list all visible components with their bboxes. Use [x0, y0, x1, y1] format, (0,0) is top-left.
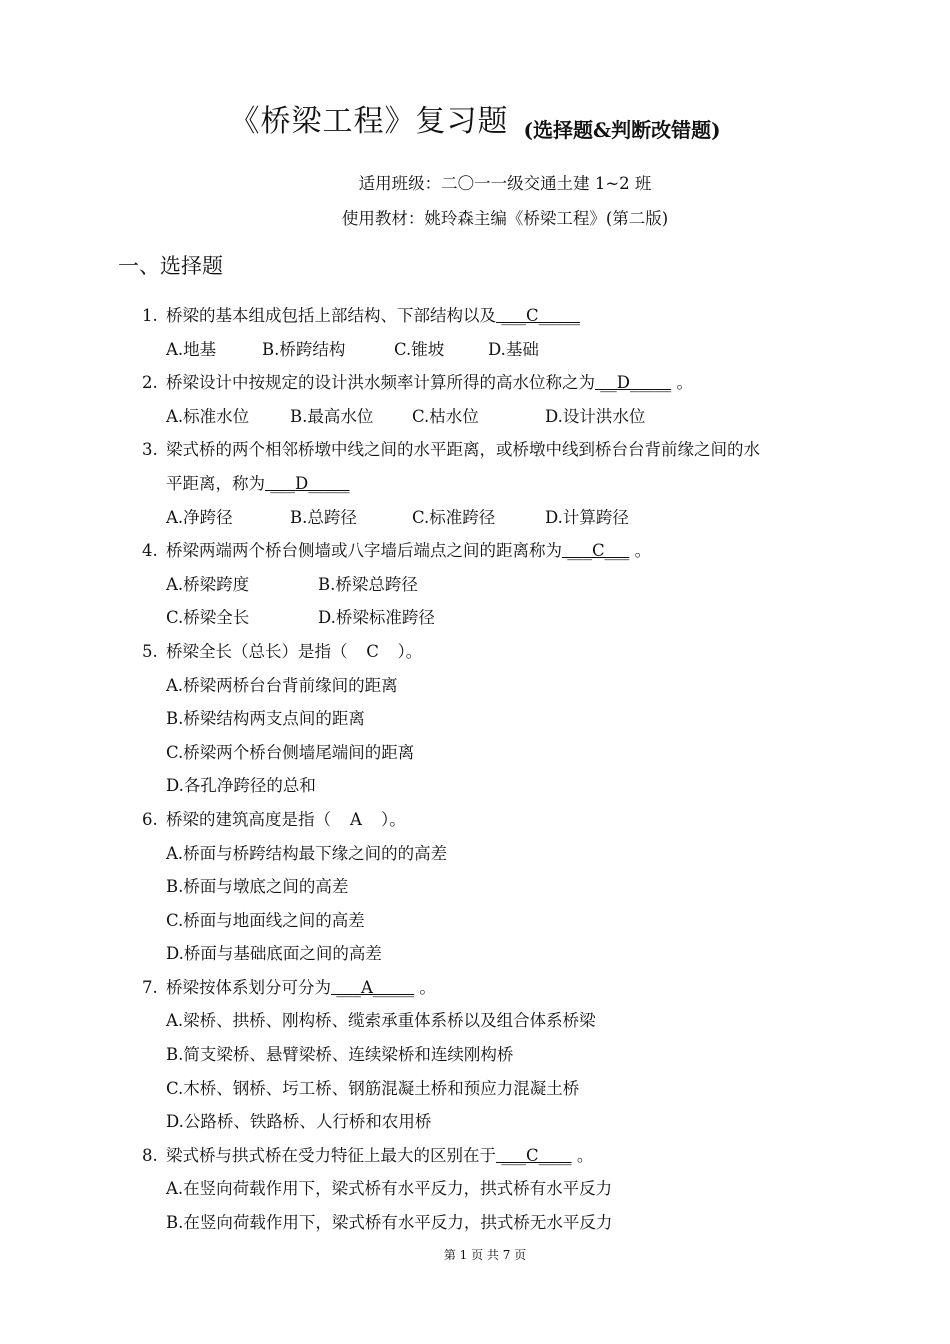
question-list	[142, 299, 872, 1240]
question-stem: 梁式桥的两个相邻桥墩中线之间的水平距离，或桥墩中线到桥台台背前缘之间的水	[166, 440, 760, 460]
question-number: 4.	[142, 541, 158, 561]
option-b: B.最高水位	[290, 406, 374, 426]
option-b: B.总跨径	[290, 507, 357, 527]
question-stem: 桥梁设计中按规定的设计洪水频率计算所得的高水位称之为	[166, 373, 595, 393]
question-6	[142, 803, 872, 837]
answer-letter: A	[350, 809, 362, 829]
option-b: B.桥梁总跨径	[318, 574, 418, 594]
option-a: A.梁桥、拱桥、刚构桥、缆索承重体系桥以及组合体系桥梁	[166, 1011, 596, 1031]
question-stem: 桥梁全长（总长）是指（	[166, 641, 348, 661]
applicable-class-line: 适用班级：二〇一一级交通土建 1~2 班	[358, 174, 652, 193]
option-d: D.桥梁标准跨径	[318, 608, 435, 628]
question-5	[142, 635, 872, 669]
option-b: B.桥面与墩底之间的高差	[166, 877, 349, 897]
answer-blank: ___C_____	[496, 306, 580, 325]
answer-blank: ___D_____	[265, 473, 350, 493]
option-c: C.木桥、钢桥、圬工桥、钢筋混凝土桥和预应力混凝土桥	[166, 1078, 580, 1098]
option-a: A.桥面与桥跨结构最下缘之间的的高差	[166, 843, 448, 863]
option-a: A.桥梁跨度	[166, 574, 250, 594]
question-4-options-row-1	[142, 568, 872, 602]
question-number: 1.	[142, 306, 158, 325]
question-tail: ）。	[381, 809, 406, 829]
question-number: 3.	[142, 440, 158, 460]
question-4-options-row-2	[142, 601, 872, 635]
option-d: D.基础	[488, 339, 539, 359]
question-tail: 。	[571, 1145, 594, 1165]
option-b: B.桥跨结构	[262, 339, 346, 359]
option-d: D.各孔净跨径的总和	[166, 776, 316, 796]
question-stem-continued: 平距离，称为	[166, 473, 265, 493]
option-b: B.桥梁结构两支点间的距离	[166, 709, 365, 729]
question-7	[142, 971, 872, 1005]
option-c: C.锥坡	[394, 339, 445, 359]
question-3	[142, 433, 872, 467]
question-number: 2.	[142, 373, 158, 393]
document-subtitle: (选择题&判断改错题)	[523, 118, 721, 142]
question-tail: 。	[671, 373, 693, 393]
answer-blank: ___C____	[496, 1145, 572, 1165]
option-a: A.地基	[166, 339, 217, 359]
question-tail: 。	[629, 541, 652, 561]
question-stem: 梁式桥与拱式桥在受力特征上最大的区别在于	[166, 1145, 496, 1165]
option-b: B.简支梁桥、悬臂梁桥、连续梁桥和连续刚构桥	[166, 1045, 514, 1065]
question-number: 6.	[142, 809, 158, 829]
option-a: A.标准水位	[166, 406, 250, 426]
answer-blank: __D_____	[595, 373, 672, 393]
option-b: B.在竖向荷载作用下，梁式桥有水平反力，拱式桥无水平反力	[166, 1213, 613, 1233]
document-title: 《桥梁工程》复习题	[229, 104, 509, 139]
answer-blank: ___C___	[562, 541, 630, 561]
document-title-row	[0, 96, 950, 140]
option-c: C.桥面与地面线之间的高差	[166, 910, 365, 930]
option-c: C.桥梁两个桥台侧墙尾端间的距离	[166, 742, 415, 762]
option-a: A.净跨径	[166, 507, 233, 527]
option-d: D.公路桥、铁路桥、人行桥和农用桥	[166, 1112, 432, 1132]
question-tail: ）。	[397, 641, 423, 661]
question-tail: 。	[414, 977, 436, 997]
question-number: 8.	[142, 1145, 158, 1165]
page-footer: 第 1 页 共 7 页	[443, 1248, 527, 1262]
question-8	[142, 1139, 872, 1173]
answer-blank: ___A_____	[331, 977, 415, 997]
option-a: A.在竖向荷载作用下，梁式桥有水平反力，拱式桥有水平反力	[166, 1179, 613, 1199]
question-1-options	[142, 333, 872, 367]
answer-letter: C	[366, 641, 379, 661]
textbook-line: 使用教材：姚玲森主编《桥梁工程》(第二版)	[341, 209, 669, 228]
question-2	[142, 366, 872, 400]
option-d: D.设计洪水位	[545, 406, 646, 426]
question-2-options	[142, 400, 872, 434]
question-number: 5.	[142, 641, 158, 661]
option-c: C.枯水位	[412, 406, 479, 426]
question-stem: 桥梁按体系划分可分为	[166, 977, 331, 997]
question-3-options	[142, 501, 872, 535]
question-4	[142, 534, 872, 568]
question-stem: 桥梁两端两个桥台侧墙或八字墙后端点之间的距离称为	[166, 541, 562, 561]
question-stem: 桥梁的基本组成包括上部结构、下部结构以及	[166, 306, 496, 325]
option-d: D.桥面与基础底面之间的高差	[166, 944, 382, 964]
option-c: C.桥梁全长	[166, 608, 250, 628]
option-c: C.标准跨径	[412, 507, 496, 527]
question-number: 7.	[142, 977, 158, 997]
question-3-continuation	[142, 467, 872, 501]
section-title: 一、选择题	[118, 254, 223, 278]
option-d: D.计算跨径	[545, 507, 629, 527]
question-stem: 桥梁的建筑高度是指（	[166, 809, 331, 829]
option-a: A.桥梁两桥台台背前缘间的距离	[166, 675, 398, 695]
question-1	[142, 299, 872, 333]
